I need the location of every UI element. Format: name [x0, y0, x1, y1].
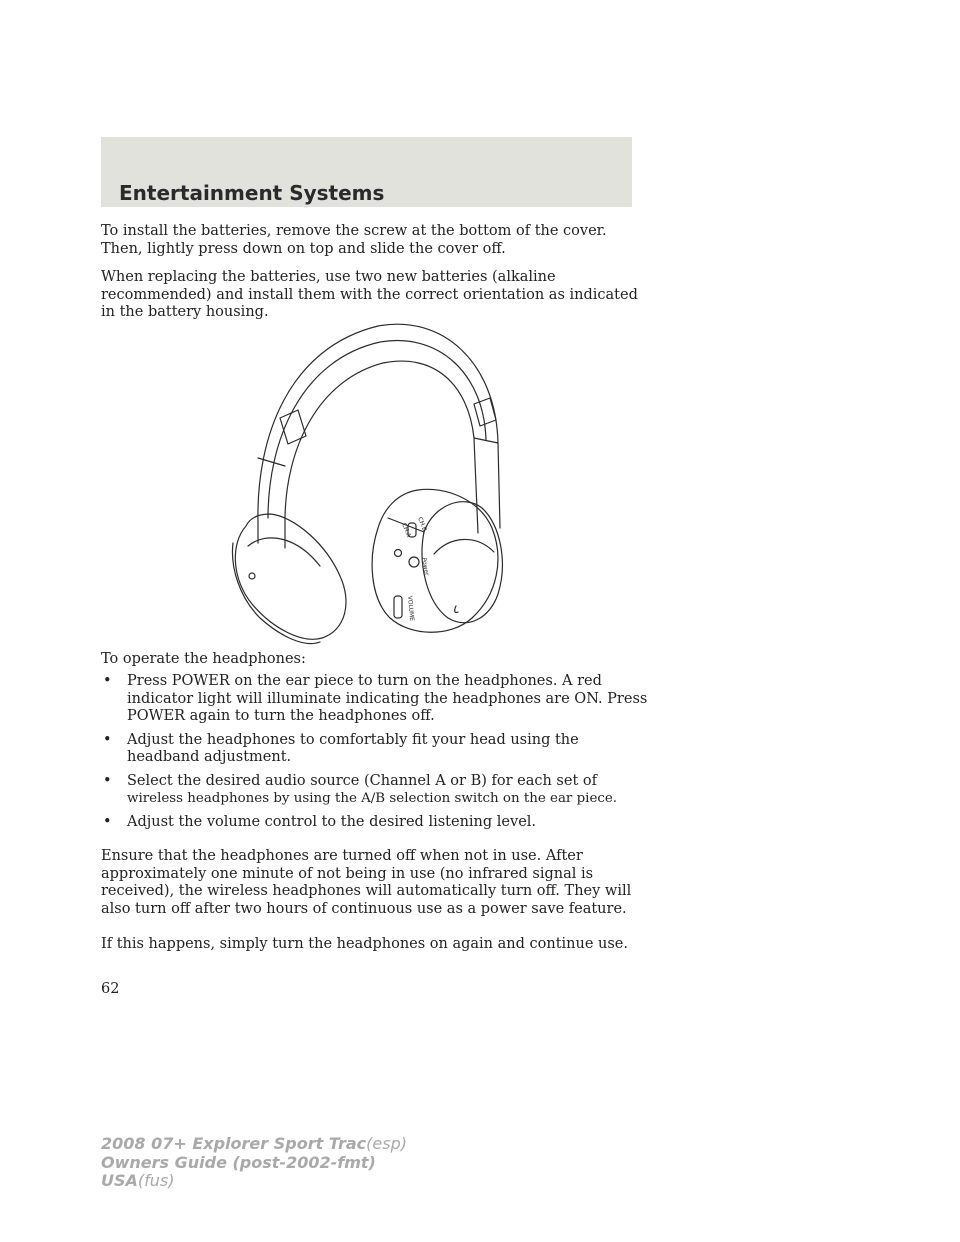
list-item [101, 773, 661, 808]
page-number: 62 [101, 981, 120, 997]
label-volume: VOLUME [406, 595, 416, 622]
footer-line [101, 1135, 407, 1154]
bullet-symbol: • [103, 772, 112, 789]
paragraph-install-batteries [101, 223, 641, 258]
text-line: To operate the headphones: [101, 651, 306, 667]
bullet-symbol: • [103, 813, 112, 830]
text-line: Adjust the headphones to comfortably fit your head using the [127, 731, 579, 748]
right-ear-housing [372, 489, 498, 632]
volume-wheel [394, 596, 402, 618]
text-line: Ensure that the headphones are turned off when not in use. After [101, 848, 583, 864]
operation-bullet-list [101, 673, 661, 837]
left-ear-cup-edge [232, 543, 320, 644]
text-line: POWER again to turn the headphones off. [127, 708, 435, 724]
text-line: indicator light will illuminate indicating the headphones are ON. Press [127, 690, 648, 707]
text-line: received), the wireless headphones will automatically turn off. They will [101, 883, 632, 899]
headband-ridge [268, 341, 486, 518]
list-item [101, 673, 661, 726]
footer-model-code: (esp) [366, 1134, 407, 1153]
label-power: Power [420, 557, 431, 577]
text-line: Press POWER on the ear piece to turn on the headphones. A red [127, 673, 602, 689]
text-line: If this happens, simply turn the headphones on again and continue use. [101, 936, 628, 952]
left-slider [280, 410, 306, 444]
text-line: recommended) and install them with the correct orientation as indicated [101, 286, 638, 303]
text-line: Then, lightly press down on top and slide the cover off. [101, 240, 506, 257]
bullet-symbol: • [103, 673, 112, 689]
power-button [409, 557, 419, 567]
text-line: Adjust the volume control to the desired listening level. [127, 813, 537, 830]
logo-mark [455, 606, 458, 613]
text-line: When replacing the batteries, use two new batteries (alkaline [101, 269, 556, 285]
button-r [395, 550, 402, 557]
headband-inner [285, 361, 478, 533]
label-ch-a: CH.A [400, 522, 413, 539]
paragraph-replace-batteries [101, 269, 641, 322]
text-line: wireless headphones by using the A/B selection switch on the ear piece. [127, 791, 618, 806]
footer-market-code: (fus) [137, 1171, 175, 1190]
footer-guide: Owners Guide (post-2002-fmt) [101, 1152, 376, 1172]
paragraph-if-happens [101, 936, 641, 954]
text-line: Select the desired audio source (Channel A or B) for each set of [127, 772, 597, 789]
left-ear-cup [235, 514, 346, 639]
headband-outer [258, 324, 500, 528]
paragraph-ensure-off [101, 848, 641, 918]
document-footer [101, 1135, 407, 1191]
right-slider [474, 398, 496, 426]
footer-line [101, 1172, 407, 1191]
list-item [101, 732, 661, 767]
label-ch-b: CH.B [416, 516, 429, 533]
section-title: Entertainment Systems [119, 181, 385, 205]
text-line: also turn off after two hours of continuous use as a power save feature. [101, 900, 627, 917]
headphones-illustration [228, 318, 518, 648]
text-line: in the battery housing. [101, 304, 269, 320]
right-ear-cushion [422, 502, 502, 623]
footer-line [101, 1154, 407, 1173]
footer-model: 2008 07+ Explorer Sport Trac [101, 1134, 367, 1153]
footer-market: USA [101, 1171, 138, 1190]
bullet-symbol: • [103, 731, 112, 748]
text-line: To install the batteries, remove the screw at the bottom of the cover. [101, 223, 607, 239]
text-line: headband adjustment. [127, 749, 292, 765]
paragraph-operate-intro [101, 651, 641, 669]
section-header-band [101, 137, 632, 207]
left-cup-indicator [249, 573, 255, 579]
list-item [101, 814, 661, 832]
text-line: approximately one minute of not being in use (no infrared signal is [101, 865, 594, 882]
